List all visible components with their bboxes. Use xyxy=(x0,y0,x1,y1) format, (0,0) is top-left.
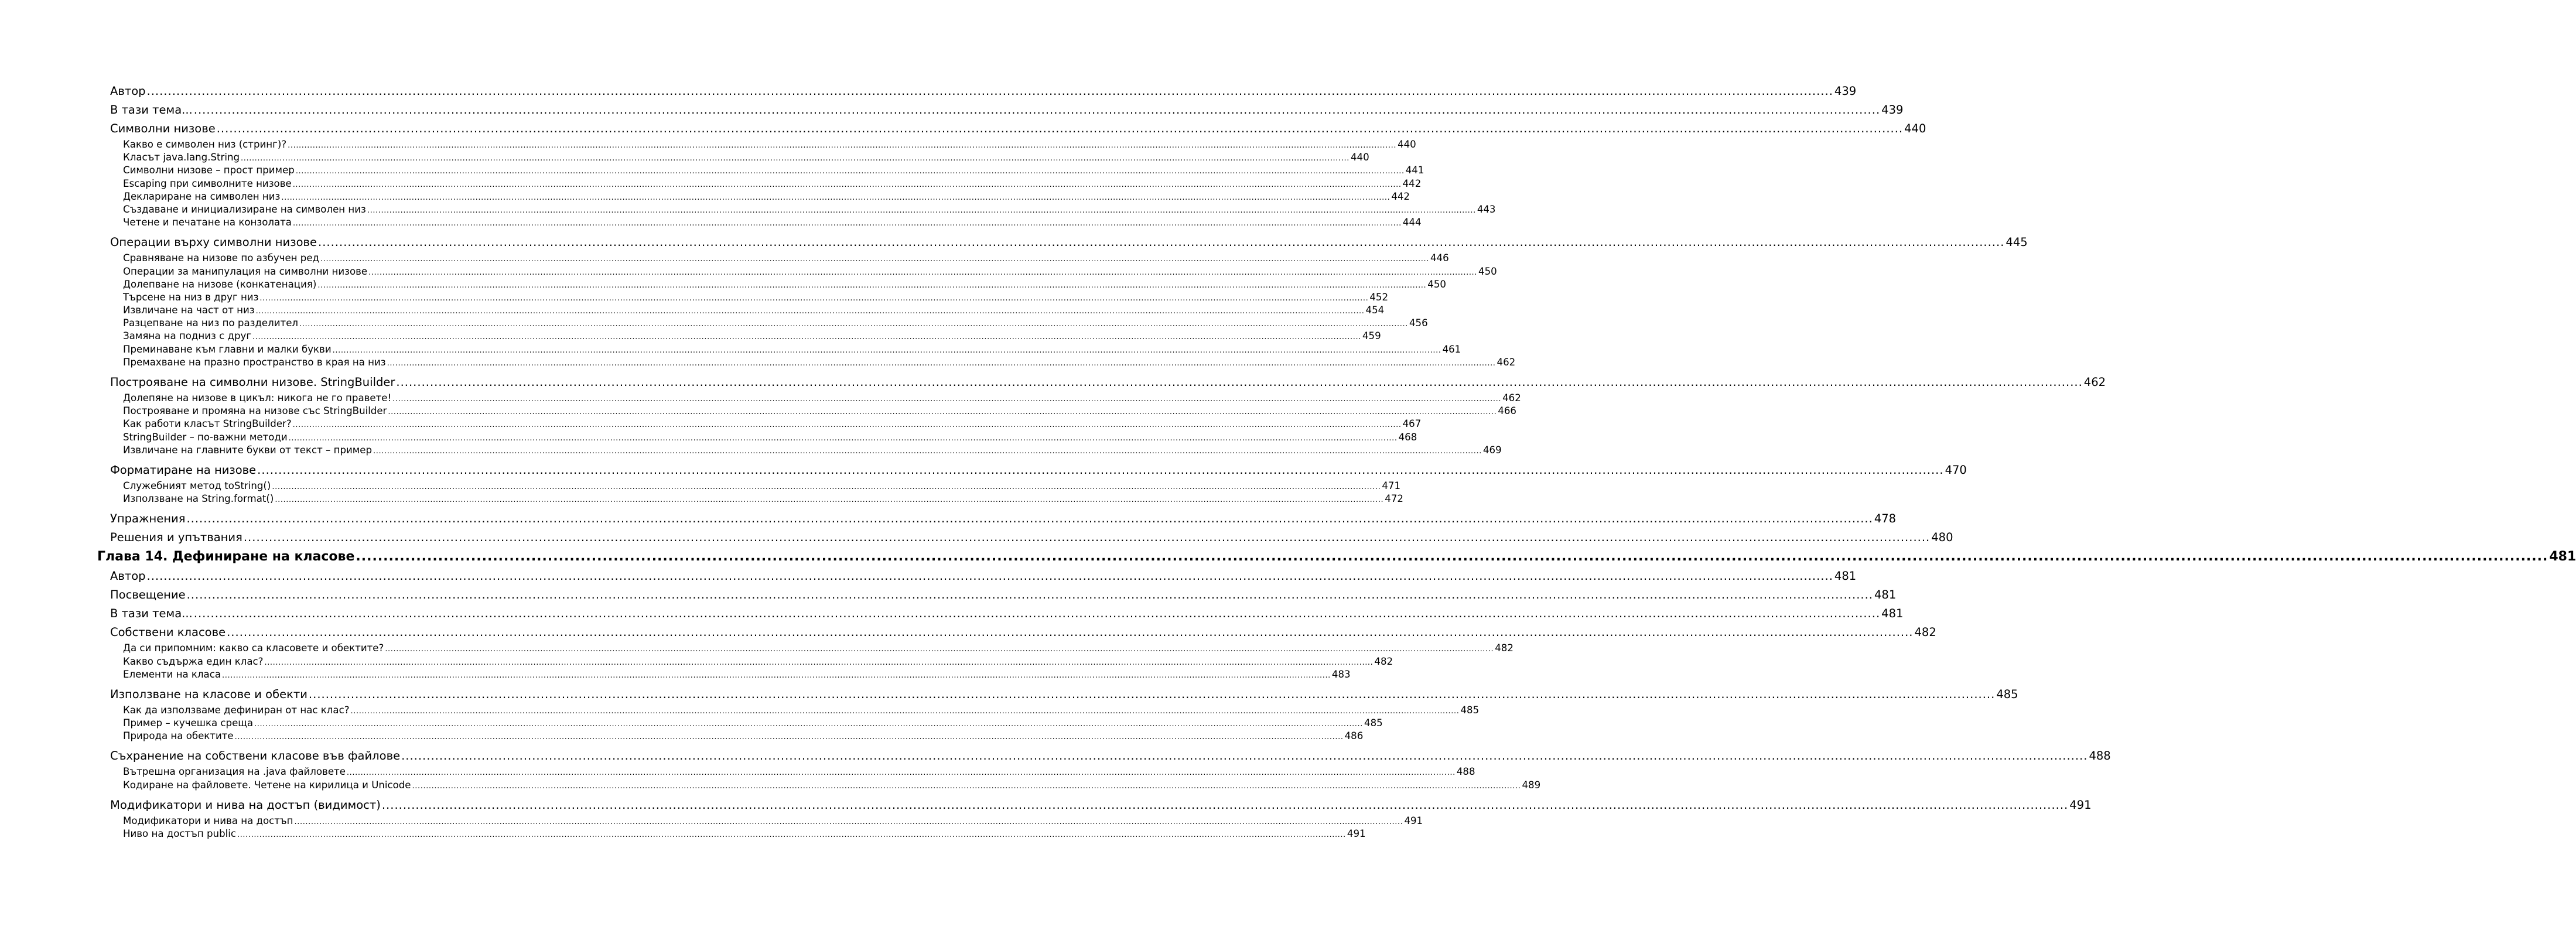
toc-entry-level-2[interactable] xyxy=(97,567,1857,586)
toc-entry-title: Ниво на достъп public xyxy=(123,828,236,839)
dot-leader: ................................................................................................................................................................................................................................................................................................................................................................................................................ xyxy=(373,446,1482,456)
toc-entry-title: Да си припомним: какво са класовете и обектите? xyxy=(123,642,384,654)
toc-entry-title: Долепване на низове (конкатенация) xyxy=(123,278,317,290)
toc-entry-title: Построяване и промяна на низове със StringBuilder xyxy=(123,405,387,417)
toc-entry-level-3[interactable] xyxy=(97,278,1446,291)
toc-entry-title: Замяна на подниз с друг xyxy=(123,330,252,342)
toc-entry-title: Как работи класът StringBuilder? xyxy=(123,418,292,430)
dot-leader: ................................................................................................................................................................................................................................................................................................................................................................................................................ xyxy=(186,588,1873,602)
toc-entry-title: Съхранение на собствени класове във файлове xyxy=(110,749,401,763)
toc-entry-page-number: 481 xyxy=(1834,569,1857,583)
toc-entry-level-3[interactable] xyxy=(97,203,1496,216)
toc-entry-level-3[interactable] xyxy=(97,444,1502,457)
dot-leader: ................................................................................................................................................................................................................................................................................................................................................................................................................ xyxy=(193,607,1881,621)
toc-entry-level-3[interactable] xyxy=(97,330,1381,343)
toc-entry-title: Сравняване на низове по азбучен ред xyxy=(123,252,320,264)
toc-entry-title: Упражнения xyxy=(110,512,186,526)
toc-entry-page-number: 440 xyxy=(1398,139,1416,150)
toc-entry-title: Природа на обектите xyxy=(123,730,234,742)
toc-entry-page-number: 489 xyxy=(1522,779,1541,791)
toc-entry-page-number: 482 xyxy=(1374,655,1393,667)
dot-leader: ................................................................................................................................................................................................................................................................................................................................................................................................................ xyxy=(388,408,1497,417)
toc-entry-page-number: 440 xyxy=(1350,152,1369,163)
dot-leader: ................................................................................................................................................................................................................................................................................................................................................................................................................ xyxy=(257,463,1944,477)
toc-entry-title: Символни низове – прост пример xyxy=(123,165,295,176)
toc-entry-title: Използване на String.format() xyxy=(123,493,274,505)
toc-entry-title: Служебният метод toString() xyxy=(123,480,271,491)
dot-leader: ................................................................................................................................................................................................................................................................................................................................................................................................................ xyxy=(254,720,1364,729)
dot-leader: ................................................................................................................................................................................................................................................................................................................................................................................................................ xyxy=(292,180,1402,189)
toc-entry-title: Операции върху символни низове xyxy=(110,235,317,249)
toc-entry-page-number: 450 xyxy=(1427,278,1446,290)
toc-entry-title: Пример – кучешка среща xyxy=(123,717,254,729)
toc-entry-title: Извличане на главните букви от текст – пример xyxy=(123,444,373,456)
toc-entry-title: Извличане на част от низ xyxy=(123,305,255,316)
toc-entry-title: Глава 14. Дефиниране на класове xyxy=(97,549,355,565)
toc-entry-page-number: 470 xyxy=(1945,463,1967,477)
toc-entry-level-3[interactable] xyxy=(97,138,1416,151)
toc-entry-title: В тази тема... xyxy=(110,607,193,621)
dot-leader: ................................................................................................................................................................................................................................................................................................................................................................................................................ xyxy=(385,645,1494,654)
toc-entry-title: Автор xyxy=(110,84,146,98)
table-of-contents xyxy=(97,82,2576,840)
toc-entry-page-number: 445 xyxy=(2006,235,2028,249)
toc-entry-level-3[interactable] xyxy=(97,765,1475,778)
toc-entry-page-number: 491 xyxy=(1404,815,1423,826)
dot-leader: ................................................................................................................................................................................................................................................................................................................................................................................................................ xyxy=(346,768,1456,778)
toc-entry-level-2[interactable] xyxy=(97,461,1967,480)
toc-entry-page-number: 491 xyxy=(1347,828,1366,839)
toc-entry-title: Класът java.lang.String xyxy=(123,152,240,163)
toc-entry-title: Модификатори и нива на достъп xyxy=(123,815,293,826)
toc-entry-page-number: 439 xyxy=(1881,103,1904,117)
toc-entry-page-number: 452 xyxy=(1369,291,1389,303)
toc-entry-level-3[interactable] xyxy=(97,304,1385,317)
toc-entry-page-number: 468 xyxy=(1398,431,1417,443)
toc-entry-page-number: 439 xyxy=(1834,84,1857,98)
toc-entry-page-number: 481 xyxy=(1881,607,1904,621)
dot-leader: ................................................................................................................................................................................................................................................................................................................................................................................................................ xyxy=(186,512,1873,526)
dot-leader: ................................................................................................................................................................................................................................................................................................................................................................................................................ xyxy=(295,167,1405,176)
dot-leader: ................................................................................................................................................................................................................................................................................................................................................................................................................ xyxy=(368,268,1478,277)
toc-entry-level-3[interactable] xyxy=(97,815,1423,828)
toc-entry-level-2[interactable] xyxy=(97,233,2028,252)
dot-leader: ................................................................................................................................................................................................................................................................................................................................................................................................................ xyxy=(288,141,1397,150)
dot-leader: ................................................................................................................................................................................................................................................................................................................................................................................................................ xyxy=(356,549,2548,565)
toc-entry-title: StringBuilder – по-важни методи xyxy=(123,431,288,443)
toc-entry-level-3[interactable] xyxy=(97,151,1369,164)
toc-entry-page-number: 488 xyxy=(1456,766,1475,778)
toc-entry-page-number: 469 xyxy=(1482,444,1502,456)
toc-entry-title: Кодиране на файловете. Четене на кирилица и Unicode xyxy=(123,779,411,791)
toc-entry-level-2[interactable] xyxy=(97,510,1897,528)
dot-leader: ................................................................................................................................................................................................................................................................................................................................................................................................................ xyxy=(193,103,1881,117)
toc-entry-title: Как да използваме дефиниран от нас клас? xyxy=(123,704,350,716)
toc-entry-title: Построяване на символни низове. StringBuilder xyxy=(110,375,395,389)
toc-entry-title: Какво съдържа един клас? xyxy=(123,655,264,667)
toc-entry-page-number: 441 xyxy=(1405,165,1424,176)
toc-entry-title: Разцепване на низ по разделител xyxy=(123,317,299,329)
toc-entry-level-3[interactable] xyxy=(97,704,1480,717)
toc-entry-level-2[interactable] xyxy=(97,604,1904,623)
toc-entry-level-3[interactable] xyxy=(97,418,1422,430)
dot-leader: ................................................................................................................................................................................................................................................................................................................................................................................................................ xyxy=(320,255,1429,264)
dot-leader: ................................................................................................................................................................................................................................................................................................................................................................................................................ xyxy=(281,193,1391,202)
dot-leader: ................................................................................................................................................................................................................................................................................................................................................................................................................ xyxy=(392,395,1502,404)
dot-leader: ................................................................................................................................................................................................................................................................................................................................................................................................................ xyxy=(332,346,1441,355)
toc-entry-level-3[interactable] xyxy=(97,356,1516,369)
toc-entry-level-3[interactable] xyxy=(97,642,1514,655)
toc-entry-level-3[interactable] xyxy=(97,317,1428,330)
toc-entry-level-2[interactable] xyxy=(97,685,2018,704)
toc-entry-title: Долепяне на низове в цикъл: никога не го правете! xyxy=(123,392,392,404)
toc-entry-page-number: 480 xyxy=(1931,531,1953,545)
dot-leader: ................................................................................................................................................................................................................................................................................................................................................................................................................ xyxy=(255,307,1365,316)
toc-entry-title: Решения и упътвания xyxy=(110,531,242,545)
toc-entry-title: Модификатори и нива на достъп (видимост) xyxy=(110,798,381,812)
dot-leader: ................................................................................................................................................................................................................................................................................................................................................................................................................ xyxy=(259,293,1369,303)
toc-entry-level-3[interactable] xyxy=(97,216,1422,229)
toc-entry-level-3[interactable] xyxy=(97,190,1410,203)
toc-entry-page-number: 491 xyxy=(2069,798,2092,812)
dot-leader: ................................................................................................................................................................................................................................................................................................................................................................................................................ xyxy=(350,706,1460,716)
toc-entry-page-number: 481 xyxy=(2549,549,2576,565)
dot-leader: ................................................................................................................................................................................................................................................................................................................................................................................................................ xyxy=(234,733,1344,742)
toc-entry-level-3[interactable] xyxy=(97,730,1364,743)
dot-leader: ................................................................................................................................................................................................................................................................................................................................................................................................................ xyxy=(381,798,2069,812)
toc-entry-level-3[interactable] xyxy=(97,480,1401,493)
toc-entry-page-number: 482 xyxy=(1914,625,1936,640)
toc-entry-page-number: 456 xyxy=(1409,317,1428,329)
toc-entry-title: Използване на класове и обекти xyxy=(110,687,308,701)
toc-entry-title: Деклариране на символен низ xyxy=(123,190,281,202)
dot-leader: ................................................................................................................................................................................................................................................................................................................................................................................................................ xyxy=(292,420,1402,430)
toc-entry-page-number: 442 xyxy=(1391,190,1410,202)
toc-entry-title: Търсене на низ в друг низ xyxy=(123,291,259,303)
toc-entry-title: Собствени класове xyxy=(110,625,226,640)
toc-entry-page-number: 454 xyxy=(1365,305,1385,316)
dot-leader: ................................................................................................................................................................................................................................................................................................................................................................................................................ xyxy=(412,781,1521,791)
toc-entry-page-number: 459 xyxy=(1362,330,1381,342)
toc-entry-title: Форматиране на низове xyxy=(110,463,257,477)
toc-entry-title: Премахване на празно пространство в края на низ xyxy=(123,356,386,368)
toc-entry-page-number: 462 xyxy=(1502,392,1521,404)
toc-entry-title: Елементи на класа xyxy=(123,668,221,680)
toc-entry-title: Преминаване към главни и малки букви xyxy=(123,343,332,355)
toc-entry-page-number: 443 xyxy=(1477,203,1496,215)
dot-leader: ................................................................................................................................................................................................................................................................................................................................................................................................................ xyxy=(216,122,1904,135)
dot-leader: ................................................................................................................................................................................................................................................................................................................................................................................................................ xyxy=(294,817,1403,826)
toc-entry-page-number: 442 xyxy=(1402,177,1422,189)
toc-entry-page-number: 488 xyxy=(2089,749,2111,763)
toc-entry-level-1[interactable] xyxy=(97,547,2576,567)
toc-entry-page-number: 472 xyxy=(1385,493,1403,505)
toc-entry-level-3[interactable] xyxy=(97,493,1403,505)
dot-leader: ................................................................................................................................................................................................................................................................................................................................................................................................................ xyxy=(146,84,1833,98)
dot-leader: ................................................................................................................................................................................................................................................................................................................................................................................................................ xyxy=(243,531,1931,545)
dot-leader: ................................................................................................................................................................................................................................................................................................................................................................................................................ xyxy=(367,206,1476,215)
toc-entry-page-number: 450 xyxy=(1478,265,1497,277)
toc-entry-title: В тази тема... xyxy=(110,103,193,117)
toc-entry-level-3[interactable] xyxy=(97,431,1417,444)
toc-entry-page-number: 466 xyxy=(1498,405,1516,417)
dot-leader: ................................................................................................................................................................................................................................................................................................................................................................................................................ xyxy=(318,235,2005,249)
toc-entry-page-number: 486 xyxy=(1344,730,1364,742)
toc-entry-title: Четене и печатане на конзолата xyxy=(123,217,292,228)
toc-entry-level-3[interactable] xyxy=(97,265,1497,278)
toc-entry-title: Escaping при символните низове xyxy=(123,177,292,189)
toc-entry-level-3[interactable] xyxy=(97,828,1366,840)
toc-entry-page-number: 440 xyxy=(1904,122,1926,135)
toc-entry-level-3[interactable] xyxy=(97,717,1383,730)
toc-entry-page-number: 462 xyxy=(1497,356,1516,368)
toc-entry-level-3[interactable] xyxy=(97,779,1541,792)
toc-entry-level-3[interactable] xyxy=(97,668,1351,681)
dot-leader: ................................................................................................................................................................................................................................................................................................................................................................................................................ xyxy=(241,154,1350,163)
toc-entry-page-number: 467 xyxy=(1402,418,1422,430)
dot-leader: ................................................................................................................................................................................................................................................................................................................................................................................................................ xyxy=(227,625,1914,640)
toc-entry-level-2[interactable] xyxy=(97,796,2092,815)
toc-entry-page-number: 462 xyxy=(2083,375,2106,389)
toc-entry-page-number: 444 xyxy=(1402,217,1422,228)
toc-entry-title: Операции за манипулация на символни низове xyxy=(123,265,368,277)
toc-entry-level-3[interactable] xyxy=(97,343,1461,356)
toc-entry-page-number: 485 xyxy=(1364,717,1383,729)
toc-entry-page-number: 471 xyxy=(1382,480,1401,491)
dot-leader: ................................................................................................................................................................................................................................................................................................................................................................................................................ xyxy=(237,830,1346,839)
dot-leader: ................................................................................................................................................................................................................................................................................................................................................................................................................ xyxy=(288,433,1398,443)
dot-leader: ................................................................................................................................................................................................................................................................................................................................................................................................................ xyxy=(299,320,1408,329)
toc-entry-title: Посвещение xyxy=(110,588,186,602)
dot-leader: ................................................................................................................................................................................................................................................................................................................................................................................................................ xyxy=(221,671,1331,680)
dot-leader: ................................................................................................................................................................................................................................................................................................................................................................................................................ xyxy=(317,281,1427,290)
dot-leader: ................................................................................................................................................................................................................................................................................................................................................................................................................ xyxy=(401,749,2088,763)
dot-leader: ................................................................................................................................................................................................................................................................................................................................................................................................................ xyxy=(272,482,1381,491)
toc-entry-title: Вътрешна организация на .java файловете xyxy=(123,766,346,778)
toc-entry-page-number: 485 xyxy=(1460,704,1480,716)
toc-entry-title: Автор xyxy=(110,569,146,583)
toc-entry-title: Създаване и инициализиране на символен низ xyxy=(123,203,366,215)
toc-entry-level-2[interactable] xyxy=(97,528,1953,547)
toc-entry-page-number: 461 xyxy=(1442,343,1461,355)
dot-leader: ................................................................................................................................................................................................................................................................................................................................................................................................................ xyxy=(396,375,2083,389)
toc-entry-page-number: 481 xyxy=(1874,588,1897,602)
toc-entry-page-number: 478 xyxy=(1874,512,1897,526)
dot-leader: ................................................................................................................................................................................................................................................................................................................................................................................................................ xyxy=(292,219,1402,228)
toc-entry-level-3[interactable] xyxy=(97,177,1422,190)
dot-leader: ................................................................................................................................................................................................................................................................................................................................................................................................................ xyxy=(264,658,1374,667)
toc-entry-level-3[interactable] xyxy=(97,252,1449,265)
toc-entry-level-2[interactable] xyxy=(97,623,1936,642)
toc-entry-level-2[interactable] xyxy=(97,586,1897,604)
dot-leader: ................................................................................................................................................................................................................................................................................................................................................................................................................ xyxy=(252,333,1361,342)
toc-entry-level-2[interactable] xyxy=(97,101,1904,119)
toc-entry-level-3[interactable] xyxy=(97,392,1521,405)
toc-entry-level-3[interactable] xyxy=(97,655,1393,668)
toc-entry-title: Символни низове xyxy=(110,122,216,135)
toc-entry-page-number: 483 xyxy=(1331,668,1351,680)
toc-entry-title: Какво е символен низ (стринг)? xyxy=(123,139,287,150)
dot-leader: ................................................................................................................................................................................................................................................................................................................................................................................................................ xyxy=(387,358,1496,368)
toc-entry-level-2[interactable] xyxy=(97,747,2111,765)
toc-entry-level-3[interactable] xyxy=(97,405,1516,418)
dot-leader: ................................................................................................................................................................................................................................................................................................................................................................................................................ xyxy=(308,687,1996,701)
toc-entry-page-number: 485 xyxy=(1996,687,2018,701)
toc-entry-page-number: 482 xyxy=(1495,642,1514,654)
toc-entry-level-3[interactable] xyxy=(97,291,1389,304)
dot-leader: ................................................................................................................................................................................................................................................................................................................................................................................................................ xyxy=(275,495,1384,505)
dot-leader: ................................................................................................................................................................................................................................................................................................................................................................................................................ xyxy=(146,569,1833,583)
toc-entry-level-2[interactable] xyxy=(97,119,1926,138)
toc-entry-level-2[interactable] xyxy=(97,373,2106,392)
toc-entry-page-number: 446 xyxy=(1430,252,1449,264)
toc-entry-level-2[interactable] xyxy=(97,82,1857,101)
toc-entry-level-3[interactable] xyxy=(97,164,1424,177)
